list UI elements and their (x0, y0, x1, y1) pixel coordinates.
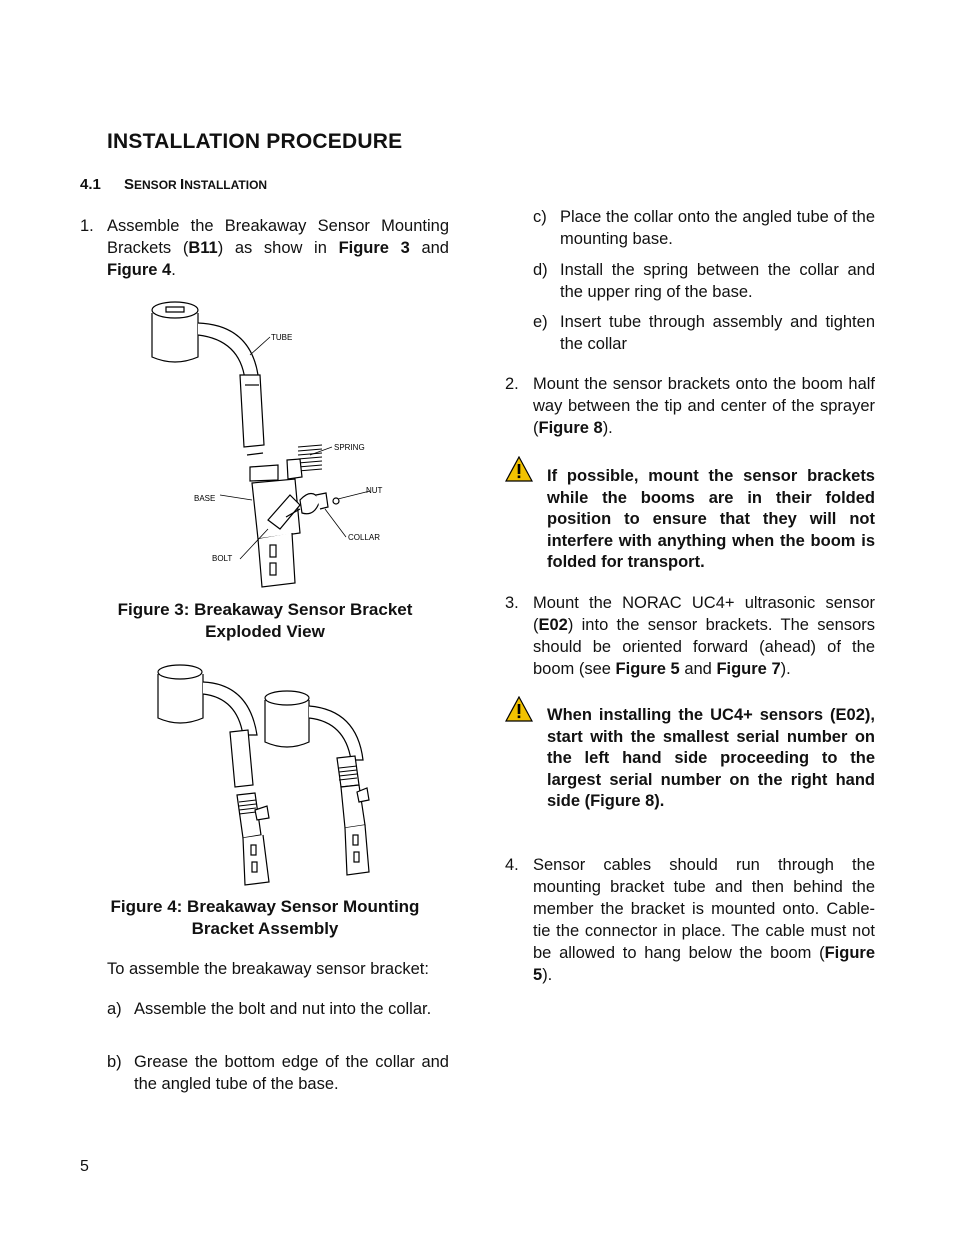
step-text: Sensor cables should run through the mounting bracket tube and then behind the member the bracket is mounted onto. Cable-tie the connector in place. The cable must not be allowed to hang below the boom (Figure 5). (533, 856, 875, 984)
substep-a: a) Assemble the bolt and nut into the collar. (107, 1000, 432, 1018)
warning-triangle-icon (505, 456, 533, 482)
label-spring: SPRING (334, 443, 365, 452)
warning-triangle-icon (505, 696, 533, 722)
substep-e: e) Insert tube through assembly and tighten the collar (533, 313, 875, 353)
figure-4-caption: Figure 4: Breakaway Sensor Mounting Bracket Assembly (110, 897, 420, 938)
assemble-intro: To assemble the breakaway sensor bracket: (107, 960, 429, 978)
label-base: BASE (194, 494, 216, 503)
step-3 (505, 592, 876, 684)
warning-note-2: When installing the UC4+ sensors (E02), start with the smallest serial number on the left hand side proceeding to the largest serial number on the right hand side (Figure 8). (505, 696, 876, 836)
sensor-housing-shape (152, 313, 198, 362)
step-marker: 3. (505, 594, 519, 612)
section-heading: 4.1 SENSOR INSTALLATION (80, 176, 268, 193)
label-collar: COLLAR (348, 533, 381, 542)
step-4 (505, 854, 876, 989)
step-text: Mount the NORAC UC4+ ultrasonic sensor (E02) into the sensor brackets. The sensors should be oriented forward (ahead) of the boom (see Figure 5 and Figure 7). (533, 594, 875, 678)
label-tube: TUBE (271, 333, 293, 342)
figure-3-exploded-view (140, 295, 400, 590)
step-1 (80, 215, 450, 285)
step-marker: 4. (505, 856, 519, 874)
substep-d: d) Install the spring between the collar and the upper ring of the base. (533, 261, 875, 301)
step-2 (505, 373, 876, 441)
figure-4-bracket-assembly (145, 660, 375, 890)
substep-c: c) Place the collar onto the angled tube of the mounting base. (533, 208, 875, 248)
warning-note-1: If possible, mount the sensor brackets while the booms are in their folded position to ensure that they will not interfere with anything when the boom is folded for transport. (505, 456, 876, 568)
substep-b: b) Grease the bottom edge of the collar and the angled tube of the base. (107, 1053, 449, 1093)
page-heading: INSTALLATION PROCEDURE (107, 130, 403, 153)
step-text: Assemble the Breakaway Sensor Mounting Brackets (B11) as show in Figure 3 and Figure 4. (107, 217, 449, 279)
label-nut: NUT (366, 486, 383, 495)
step-marker: 1. (80, 217, 94, 235)
label-bolt: BOLT (212, 554, 233, 563)
step-text: Mount the sensor brackets onto the boom half way between the tip and center of the sprayer (Figure 8). (533, 375, 875, 437)
page-number: 5 (80, 1158, 89, 1175)
figure-3-caption: Figure 3: Breakaway Sensor Bracket Exploded View (117, 600, 413, 641)
step-marker: 2. (505, 375, 519, 393)
section-number: 4.1 (80, 176, 101, 193)
